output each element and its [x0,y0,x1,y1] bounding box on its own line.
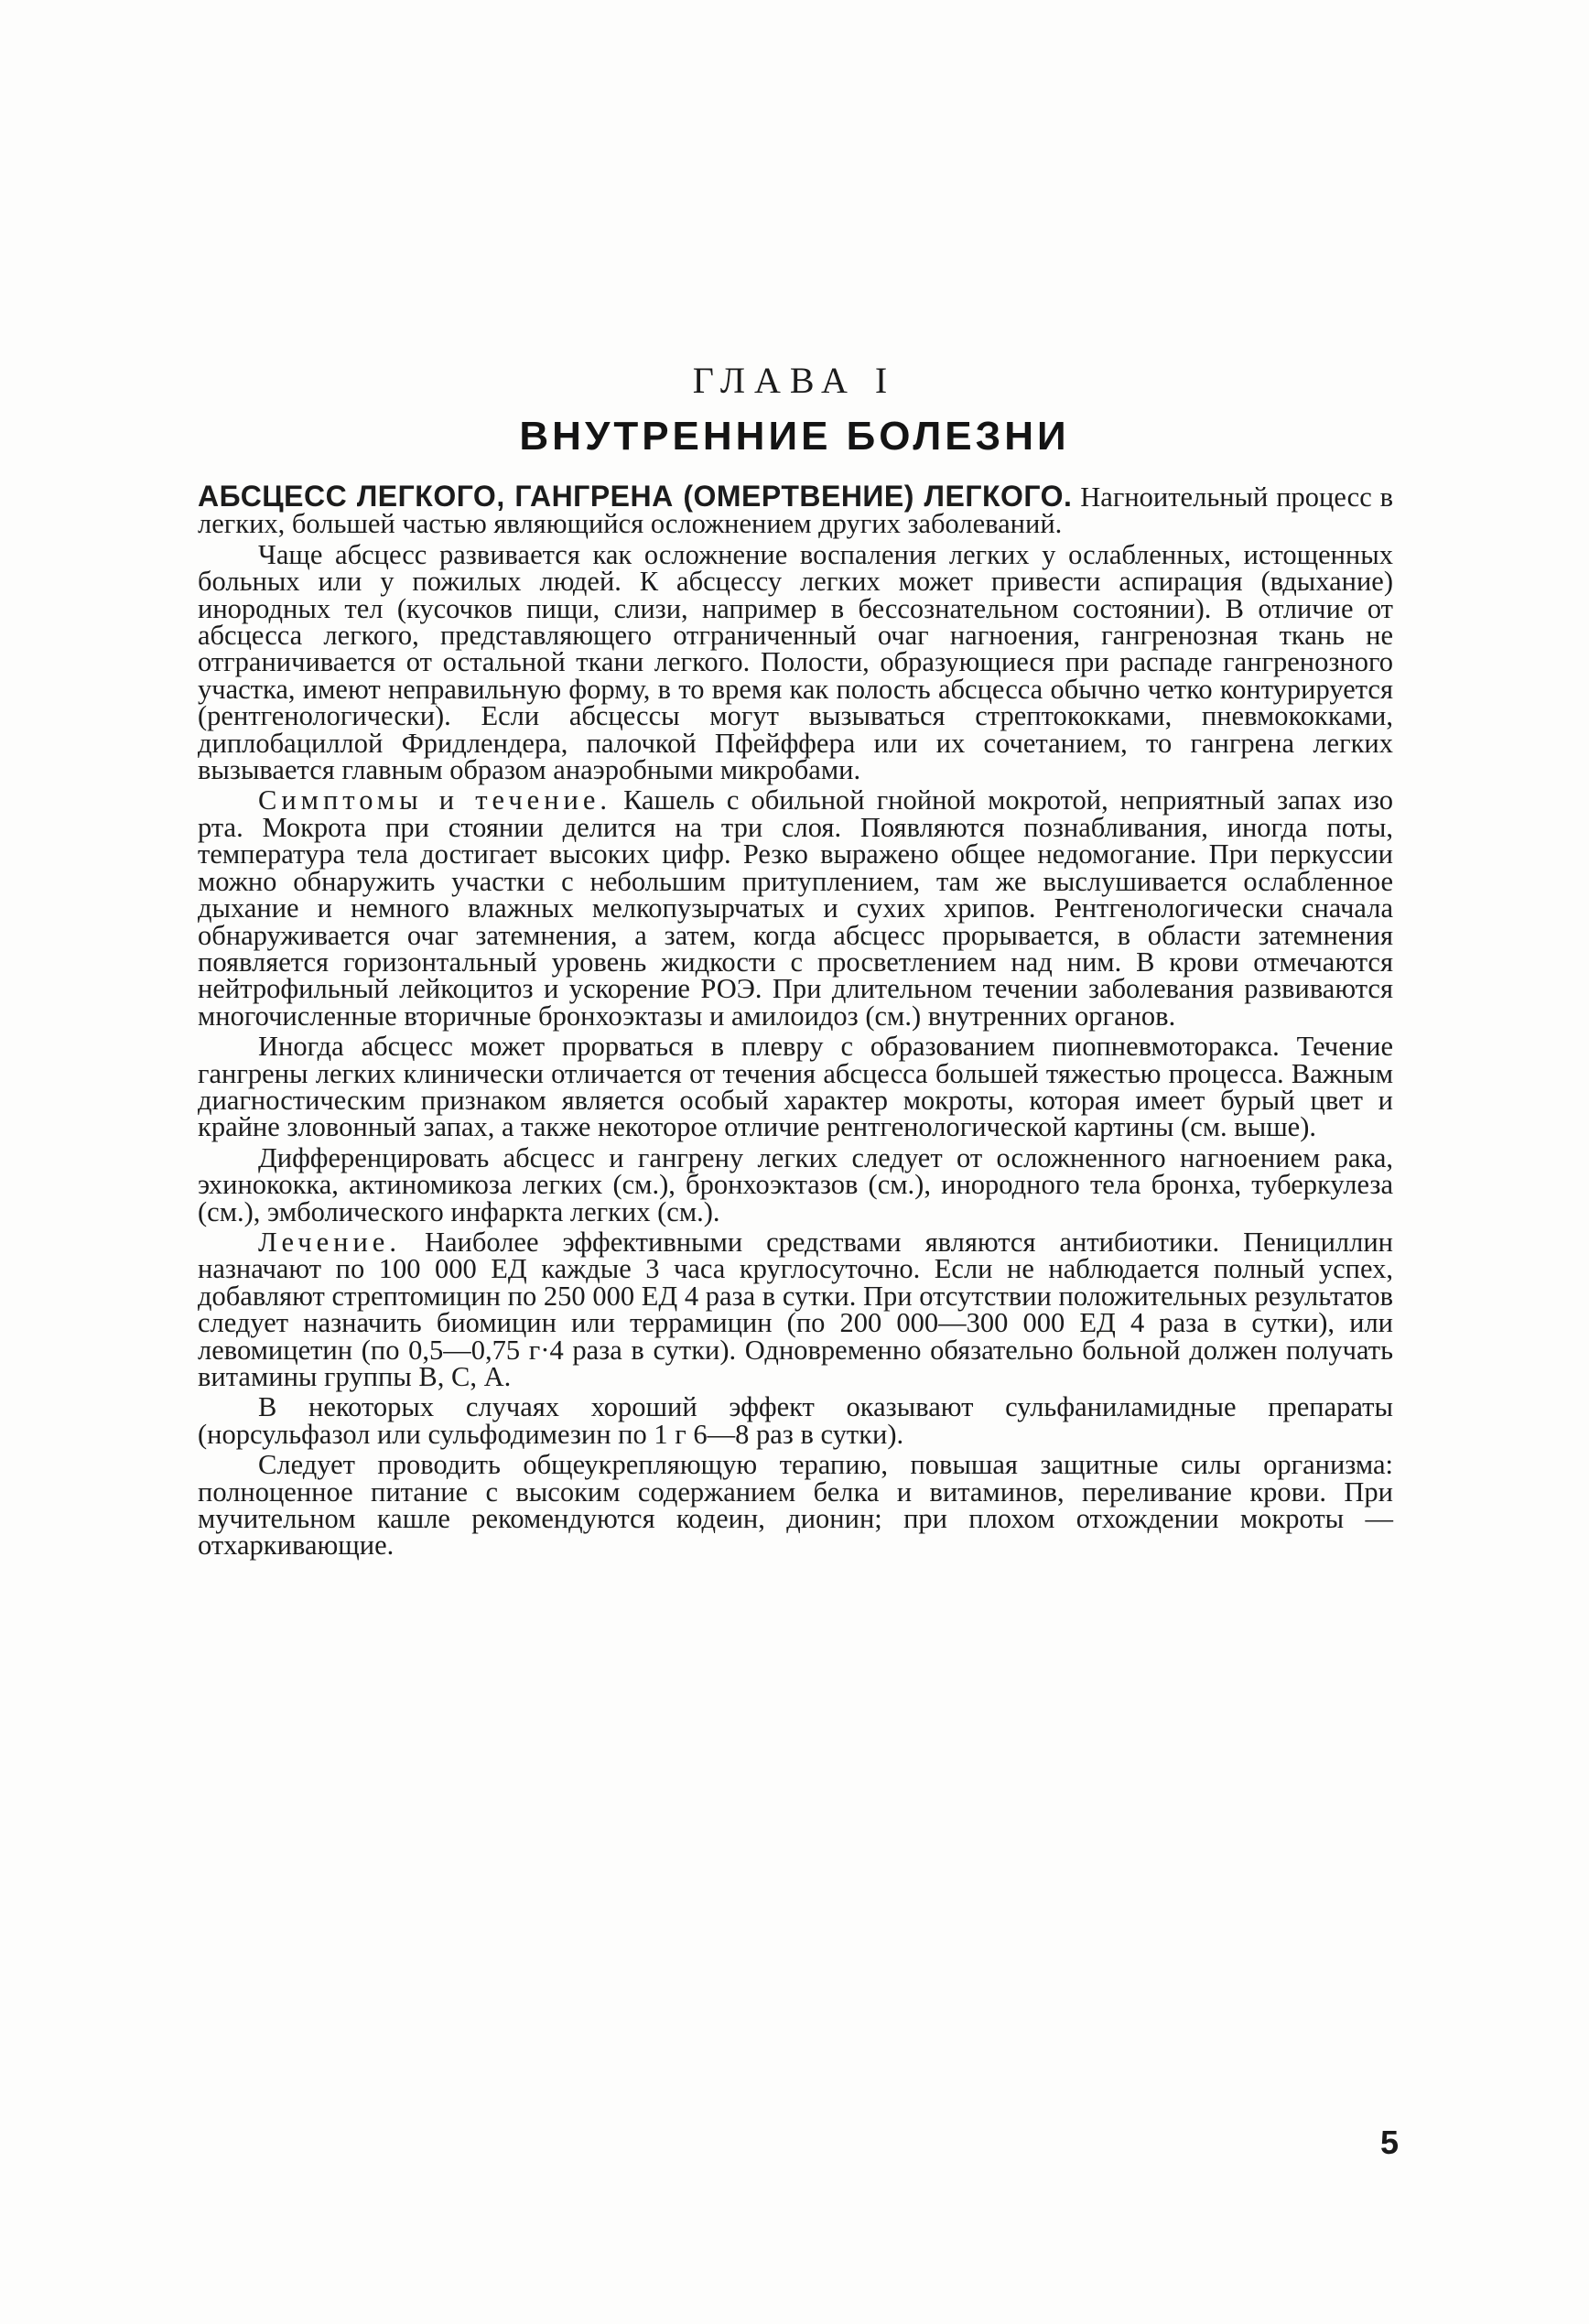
chapter-title: ВНУТРЕННИЕ БОЛЕЗНИ [519,414,1070,459]
paragraph-general-therapy: Следует проводить общеукрепляющую терапию, повышая защитные силы организма: полноценное питание с высоким содержанием белка и витаминов, переливание крови. При мучительном кашле рекомендуются кодеин, дионин; при плохом отхождении мокроты — отхаркивающие. [198,1449,1393,1562]
paragraph-etiology: Чаще абсцесс развивается как осложнение воспаления легких у ослабленных, истощенных больных или у пожилых людей. К абсцессу легких может привести аспирация (вдыхание) инородных тел (кусочков пищи, слизи, например в бессознательном состоянии). В отличие от абсцесса легкого, представляющего отграниченный очаг нагноения, гангренозная ткань не отграничивается от остальной ткани легкого. Полости, образующиеся при распаде гангренозного участка, имеют неправильную форму, в то время как полость абсцесса обычно четко контурируется (рентгенологически). Если абсцессы могут вызываться стрептококками, пневмококками, диплобациллой Фридлендера, палочкой Пфейффера или их сочетанием, то гангрена легких вызывается главным образом анаэробными микробами. [198,538,1393,786]
article-body [198,480,1394,1563]
treatment-text: Наиболее эффективными средствами являются антибиотики. Пенициллин назначают по 100 000 ЕД каждые 3 часа круглосуточно. Если не наблюдается полный успех, добавляют стрептомицин по 250 000 ЕД 4 раза в сутки. При отсутствии положительных результатов следует назначить биомицин или террамицин (по 200 000—300 000 ЕД 4 раза в сутки), или левомицетин (по 0,5—0,75 г·4 раза в сутки). Одновременно обязательно больной должен получать витамины группы В, С, А. [198,1226,1394,1392]
paragraph-complications: Иногда абсцесс может прорваться в плевру с образованием пиопневмоторакса. Течение гангрены легких клинически отличается от течения абсцесса большей тяжестью процесса. Важным диагностическим признаком является особый характер мокроты, которая имеет бурый цвет и крайне зловонный запах, а также некоторое отличие рентгенологической картины (см. выше). [198,1031,1393,1143]
chapter-label: ГЛАВА I [692,360,897,401]
paragraph-differential: Дифференцировать абсцесс и гангрену легких следует от осложненного нагноением рака, эхинококка, актиномикоза легких (см.), бронхоэктазов (см.), инородного тела бронха, туберкулеза (см.), эмболического инфаркта легких (см.). [198,1141,1393,1227]
symptoms-label: Симптомы и течение. [258,784,611,816]
page-number: 5 [1380,2124,1400,2161]
article-term: АБСЦЕСС ЛЕГКОГО, ГАНГРЕНА (ОМЕРТВЕНИЕ) ЛЕГКОГО. [198,480,1073,513]
paragraph-sulfonamides: В некоторых случаях хороший эффект оказывают сульфаниламидные препараты (норсульфазол или сульфодимезин по 1 г 6—8 раз в сутки). [198,1391,1393,1450]
symptoms-text: Кашель с обильной гнойной мокротой, неприятный запах изо рта. Мокрота при стоянии делится на три слоя. Появляются познабливания, иногда поты, температура тела достигает высоких цифр. Резко выражено общее недомогание. При перкуссии можно обнаружить участки с небольшим притуплением, там же выслушивается ослабленное дыхание и немного влажных мелкопузырчатых и сухих хрипов. Рентгенологически сначала обнаруживается очаг затемнения, а затем, когда абсцесс прорывается, в области затемнения появляется горизонтальный уровень жидкости с просветлением над ним. В крови отмечаются нейтрофильный лейкоцитоз и ускорение РОЭ. При длительном течении заболевания развиваются многочисленные вторичные бронхоэктазы и амилоидоз (см.) внутренних органов. [198,784,1393,1032]
treatment-label: Лечение. [258,1226,401,1258]
article-intro-paragraph [198,480,1393,540]
paragraph-symptoms [198,784,1393,1032]
article-definition: Нагноительный процесс в легких, большей частью являющийся осложнением других заболеваний. [198,481,1393,540]
paragraph-treatment [198,1226,1394,1392]
